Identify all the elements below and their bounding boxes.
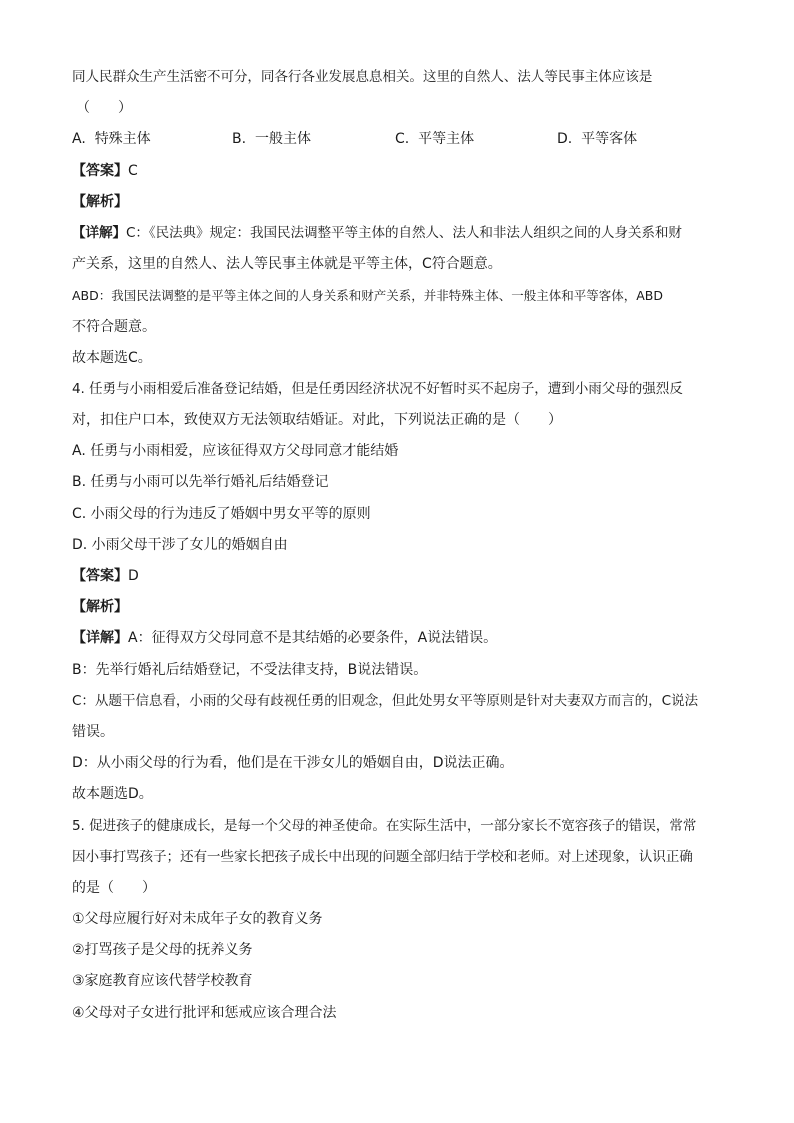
answer-value: D (128, 568, 139, 584)
q5-item-1: ①父母应履行好对未成年子女的教育义务 (72, 911, 323, 928)
q4-answer (72, 561, 732, 592)
q4-option-d: D. 小雨父母干涉了女儿的婚姻自由 (72, 536, 288, 553)
q3-detail-line-4: 不符合题意。 (72, 318, 156, 335)
q3-options (72, 124, 732, 155)
document-page (72, 62, 732, 1029)
q5-item-4: ④父母对子女进行批评和惩戒应该合理合法 (72, 1004, 337, 1021)
q3-answer (72, 156, 732, 187)
q4-option-a: A. 任勇与小雨相爱，应该征得双方父母同意才能结婚 (72, 443, 399, 460)
q5-stem-line-3: 的是（ ） (72, 879, 156, 896)
detail-tag: 【详解】 (72, 630, 128, 647)
q3-option-d: D. 平等客体 (557, 131, 638, 148)
q4-detail-line-1: 【详解】A：征得双方父母同意不是其结婚的必要条件，A说法错误。 (72, 630, 498, 647)
q4-option-c: C. 小雨父母的行为违反了婚姻中男女平等的原则 (72, 505, 371, 522)
q3-option-b: B. 一般主体 (232, 131, 311, 148)
q4-detail-line-4: 错误。 (72, 723, 114, 740)
q5-item-2: ②打骂孩子是父母的抚养义务 (72, 942, 253, 959)
q4-detail-line-5: D：从小雨父母的行为看，他们是在干涉女儿的婚姻自由，D说法正确。 (72, 755, 514, 772)
q4-conclusion: 故本题选D。 (72, 786, 153, 803)
answer-tag: 【答案】 (72, 568, 128, 584)
q5-stem-line-2: 因小事打骂孩子；还有一些家长把孩子成长中出现的问题全部归结于学校和老师。对上述现象，认识正确 (72, 848, 693, 865)
q4-analysis-tag: 【解析】 (72, 599, 128, 616)
q3-conclusion: 故本题选C。 (72, 349, 152, 366)
q5-item-3: ③家庭教育应该代替学校教育 (72, 973, 253, 990)
q4-stem-line-2: 对，扣住户口本，致使双方无法领取结婚证。对此，下列说法正确的是（ ） (72, 412, 562, 429)
q5-stem-line-1: 5. 促进孩子的健康成长，是每一个父母的神圣使命。在实际生活中，一部分家长不宽容孩子的错误，常常 (72, 817, 697, 834)
q3-detail-line-1: 【详解】C：《民法典》规定：我国民法调整平等主体的自然人、法人和非法人组织之间的人身关系和财 (72, 224, 682, 241)
q4-stem-line-1: 4. 任勇与小雨相爱后准备登记结婚，但是任勇因经济状况不好暂时买不起房子，遭到小雨父母的强烈反 (72, 380, 683, 397)
q4-option-b: B. 任勇与小雨可以先举行婚礼后结婚登记 (72, 474, 329, 491)
q3-detail-line-3: ABD：我国民法调整的是平等主体之间的人身关系和财产关系，并非特殊主体、一般主体和平等客体，ABD (72, 288, 664, 304)
q3-detail-line-2: 产关系，这里的自然人、法人等民事主体就是平等主体，C符合题意。 (72, 256, 502, 273)
answer-value: C (128, 162, 138, 179)
q4-detail-line-2: B：先举行婚礼后结婚登记，不受法律支持，B说法错误。 (72, 661, 428, 678)
q3-option-c: C. 平等主体 (395, 131, 475, 148)
q3-stem-line-2: （ ） (76, 100, 132, 117)
q3-stem-line-1: 同人民群众生产生活密不可分，同各行各业发展息息相关。这里的自然人、法人等民事主体应该是 (72, 69, 653, 85)
detail-tag: 【详解】 (72, 224, 126, 241)
answer-tag: 【答案】 (72, 162, 128, 179)
q4-detail-line-3: C：从题干信息看，小雨的父母有歧视任勇的旧观念，但此处男女平等原则是针对夫妻双方而言的，C说法 (72, 692, 698, 709)
q3-analysis-tag: 【解析】 (72, 193, 128, 210)
q3-option-a: A. 特殊主体 (72, 131, 151, 148)
